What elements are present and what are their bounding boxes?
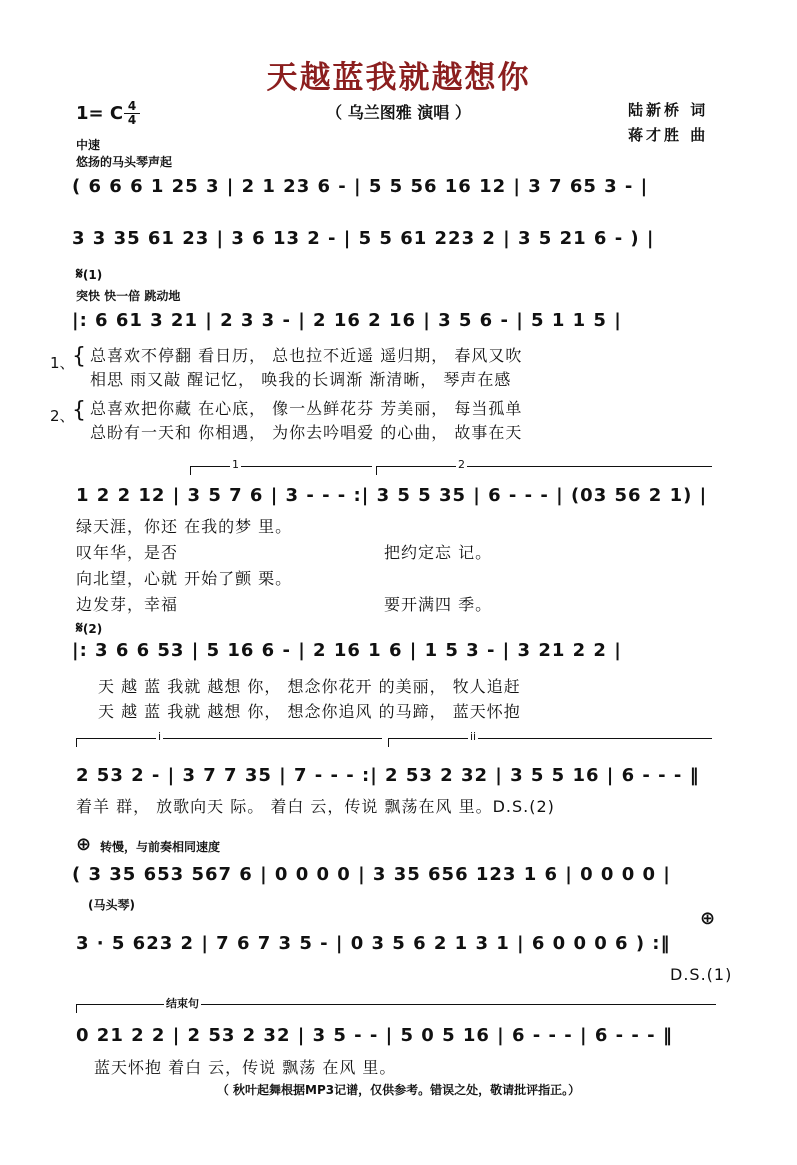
key-signature: 1= C — [76, 103, 124, 124]
ending-notes: 0 21 2 2 | 2 53 2 32 | 3 5 - - | 5 0 5 16 | 6 - - - | 6 - - - ‖ — [76, 1025, 673, 1046]
footer-note: （ 秋叶起舞根据MP3记谱，仅供参考。错误之处，敬请批评指正。） — [216, 1083, 581, 1097]
tempo-marking: 中速 — [76, 138, 101, 152]
section2-end-notes: 2 53 2 - | 3 7 7 35 | 7 - - - :| 2 53 2 32 | 3 5 5 16 | 6 - - - ‖ — [76, 765, 700, 786]
lyric-line: 着羊 群， 放歌向天 际。 着白 云，传说 飘荡在风 里。D.S.(2) — [76, 797, 555, 816]
brace-icon: { — [72, 398, 86, 423]
volta-bracket-ii: ii — [388, 738, 712, 739]
interlude-tempo: 转慢，与前奏相同速度 — [100, 840, 221, 854]
coda-sign-icon: ⊕ — [76, 834, 92, 855]
instrument-label: (马头琴) — [88, 898, 135, 912]
lyric-line: 天 越 蓝 我就 越想 你， 想念你追风 的马蹄， 蓝天怀抱 — [98, 702, 521, 721]
lyricist-credit: 陆新桥 词 — [628, 101, 709, 119]
lyric-line: 绿天涯，你还 在我的梦 里。 — [76, 517, 293, 536]
section1-end-notes: 1 2 2 12 | 3 5 7 6 | 3 - - - :| 3 5 5 35 | 6 - - - | (03 56 2 1) | — [76, 485, 708, 506]
singer-credit: （ 乌兰图雅 演唱 ） — [326, 103, 471, 122]
segno-2: 𝄋 — [76, 618, 83, 637]
ds-1-marking: D.S.(1) — [670, 965, 733, 984]
volta-bracket-2: 2 — [376, 466, 712, 467]
intro-instruction: 悠扬的马头琴声起 — [76, 155, 173, 169]
lyric-line: 向北望，心就 开始了颤 栗。 — [76, 569, 293, 588]
interlude-line-1: ( 3 35 653 567 6 | 0 0 0 0 | 3 35 656 123 1 6 | 0 0 0 0 | — [72, 864, 671, 885]
coda-sign-icon: ⊕ — [700, 908, 716, 929]
time-signature — [124, 100, 140, 127]
volta-bracket-1: 1 — [190, 466, 372, 467]
meter-top: 4 — [127, 99, 137, 113]
lyric-line: 边发芽，幸福 — [76, 595, 179, 614]
lyric-line: 天 越 蓝 我就 越想 你， 想念你花开 的美丽， 牧人追赶 — [98, 677, 521, 696]
intro-line-1: ( 6 6 6 1 25 3 | 2 1 23 6 - | 5 5 56 16 12 | 3 7 65 3 - | — [72, 176, 649, 197]
lyric-line: 总盼有一天和 你相遇， 为你去吟唱爱 的心曲， 故事在天 — [90, 423, 523, 442]
lyric-line: 蓝天怀抱 着白 云，传说 飘荡 在风 里。 — [94, 1058, 397, 1077]
section1-notes: |: 6 61 3 21 | 2 3 3 - | 2 16 2 16 | 3 5 6 - | 5 1 1 5 | — [72, 310, 622, 331]
lyric-line: 要开满四 季。 — [384, 595, 493, 614]
segno-sign-icon — [76, 264, 102, 284]
lyric-line: 相思 雨又敲 醒记忆， 唤我的长调渐 渐清晰， 琴声在感 — [90, 370, 512, 389]
brace-icon: { — [72, 344, 86, 369]
composer-credit: 蒋才胜 曲 — [628, 126, 709, 144]
song-title: 天越蓝我就越想你 — [266, 60, 531, 96]
verse-2-number: 2、 — [50, 407, 75, 425]
lyric-line: 叹年华，是否 — [76, 543, 179, 562]
ending-bracket: 结束句 — [76, 1004, 716, 1005]
intro-line-2: 3 3 35 61 23 | 3 6 13 2 - | 5 5 61 223 2 | 3 5 21 6 - ) | — [72, 228, 655, 249]
segno-1-number: (1) — [82, 268, 103, 282]
segno-1: 𝄋 — [76, 264, 83, 283]
section2-notes: |: 3 6 6 53 | 5 16 6 - | 2 16 1 6 | 1 5 3 - | 3 21 2 2 | — [72, 640, 622, 661]
volta-bracket-i: i — [76, 738, 382, 739]
interlude-line-2: 3 · 5 623 2 | 7 6 7 3 5 - | 0 3 5 6 2 1 3 1 | 6 0 0 0 6 ) :‖ — [76, 933, 671, 954]
lyric-line: 总喜欢把你藏 在心底， 像一丛鲜花芬 芳美丽， 每当孤单 — [90, 399, 523, 418]
verse-1-number: 1、 — [50, 354, 75, 372]
section1-tempo: 突快 快一倍 跳动地 — [76, 289, 181, 303]
meter-bottom: 4 — [124, 113, 140, 127]
lyric-line: 总喜欢不停翻 看日历， 总也拉不近遥 遥归期， 春风又吹 — [90, 346, 523, 365]
lyric-line: 把约定忘 记。 — [384, 543, 493, 562]
segno-sign-icon — [76, 618, 102, 638]
segno-2-number: (2) — [82, 622, 103, 636]
